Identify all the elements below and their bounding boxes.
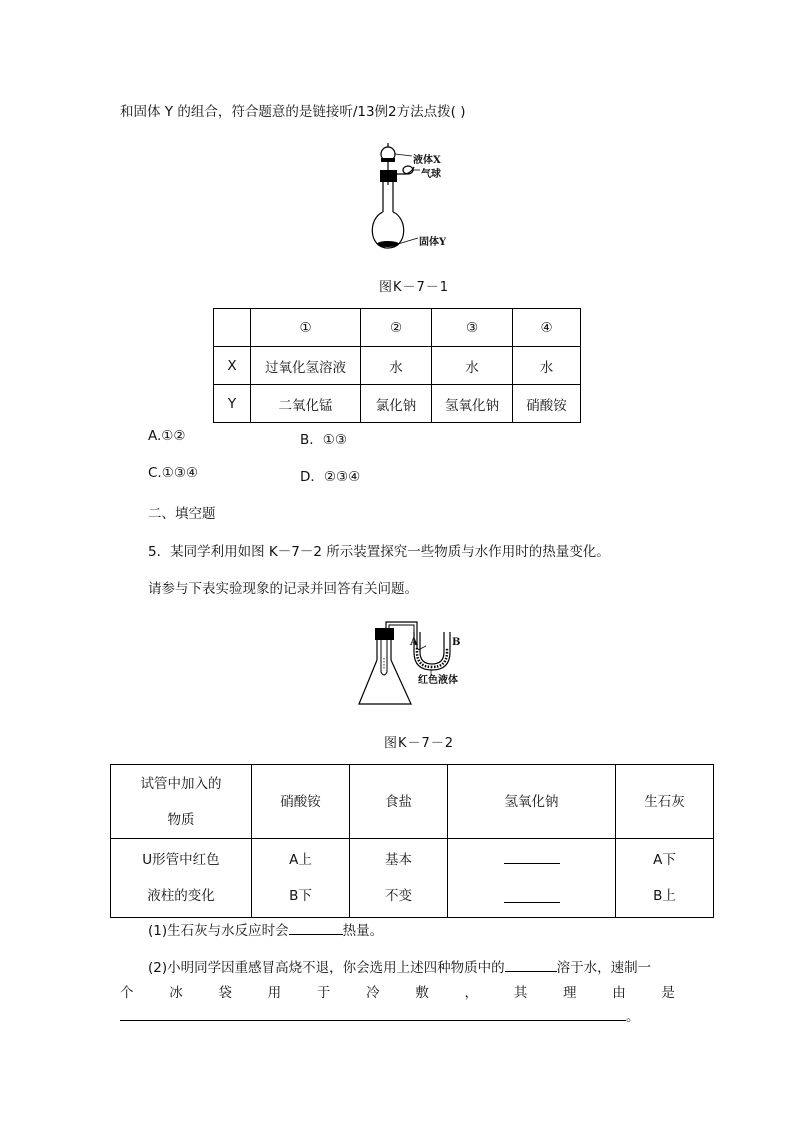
- char: 理: [562, 985, 577, 1001]
- figure1-caption: 图K－7－1: [379, 280, 450, 295]
- char: 用: [267, 985, 282, 1001]
- char: ，: [464, 985, 479, 1001]
- char: 是: [661, 985, 675, 1001]
- option-b: B．①③: [300, 432, 347, 448]
- answer-blank[interactable]: [289, 934, 343, 935]
- table2-header-line: 物质: [167, 811, 195, 828]
- answer-blank[interactable]: [448, 839, 615, 878]
- table2-col-header: 食盐: [350, 765, 448, 839]
- table1-cell: Y: [214, 385, 251, 423]
- table-row: [214, 347, 581, 385]
- section-title: 二、填空题: [148, 506, 216, 522]
- subquestion-2-justified-line: [120, 981, 675, 1001]
- table2-header-line: 试管中加入的: [140, 775, 222, 792]
- table2-row-label-line: U形管中红色: [142, 852, 220, 868]
- subquestion-2-answer-line: [120, 1005, 640, 1025]
- char: 个: [120, 985, 134, 1001]
- table1-cell: 氢氧化钠: [432, 385, 513, 423]
- table1-header-cell: ④: [513, 309, 581, 347]
- intro-line: 和固体 Y 的组合，符合题意的是链接听/13例2方法点拨( ): [120, 104, 466, 120]
- table1-cell: 水: [513, 347, 581, 385]
- question5-line2: 请参与下表实验现象的记录并回答有关问题。: [148, 581, 418, 597]
- char: 于: [316, 985, 331, 1001]
- option-a: A.①②: [148, 428, 186, 444]
- subquestion-1: [148, 919, 383, 939]
- cell-line: B下: [289, 888, 312, 904]
- answer-blank[interactable]: [448, 878, 615, 917]
- option-c: C.①③④: [148, 465, 199, 481]
- table1-cell: 过氧化氢溶液: [251, 347, 361, 385]
- char: 冰: [169, 985, 183, 1001]
- table1-header-cell: ③: [432, 309, 513, 347]
- table2-cell-blanks: [448, 839, 616, 918]
- table1-cell: 水: [432, 347, 513, 385]
- table2-col-header: 生石灰: [616, 765, 714, 839]
- char: 由: [612, 985, 626, 1001]
- label-b: B: [452, 637, 461, 648]
- figure-u-tube-apparatus: [355, 618, 480, 710]
- table2-header-label: [111, 765, 252, 839]
- char: 冷: [366, 985, 380, 1001]
- table2-cell: [252, 839, 350, 918]
- table2-cell: [616, 839, 714, 918]
- table1-cell: 硝酸铵: [513, 385, 581, 423]
- table2-col-header: 硝酸铵: [252, 765, 350, 839]
- cell-line: 基本: [385, 852, 412, 868]
- cell-line: 不变: [385, 888, 412, 904]
- table-row: [111, 839, 714, 918]
- figure2-caption: 图K－7－2: [384, 736, 455, 751]
- label-liquid-x: 液体X: [413, 155, 441, 166]
- char: 敷: [415, 985, 429, 1001]
- table1-cell: X: [214, 347, 251, 385]
- char: 袋: [218, 985, 232, 1001]
- table1-cell: 二氧化锰: [251, 385, 361, 423]
- answer-blank[interactable]: [505, 971, 557, 972]
- answer-blank[interactable]: [120, 1020, 626, 1021]
- reagent-combination-table: [213, 308, 581, 423]
- table1-cell: 氯化钠: [361, 385, 432, 423]
- cell-line: B上: [653, 888, 676, 904]
- cell-line: A上: [289, 852, 312, 868]
- table1-cell: 水: [361, 347, 432, 385]
- sub2-text-end: 溶于水，速制一: [556, 960, 652, 976]
- table2-row-label-line: 液柱的变化: [147, 888, 215, 904]
- table2-col-header: 氢氧化钠: [448, 765, 616, 839]
- question5-line1: 5．某同学利用如图 K－7－2 所示装置探究一些物质与水作用时的热量变化。: [148, 544, 610, 560]
- char: 其: [513, 985, 528, 1001]
- subquestion-2: [148, 956, 651, 976]
- label-a: A: [410, 637, 418, 648]
- table2-cell: [350, 839, 448, 918]
- sub2-text: (2)小明同学因重感冒高烧不退，你会选用上述四种物质中的: [148, 960, 505, 976]
- option-d: D．②③④: [300, 469, 361, 485]
- label-red-liquid: 红色液体: [418, 675, 458, 686]
- table1-header-cell: ①: [251, 309, 361, 347]
- heat-change-table: [110, 764, 714, 918]
- table1-header-cell: [214, 309, 251, 347]
- cell-line: A下: [653, 852, 676, 868]
- label-solid-y: 固体Y: [419, 237, 447, 248]
- table-row: [214, 385, 581, 423]
- period: 。: [626, 1009, 640, 1025]
- table2-row-label: [111, 839, 252, 918]
- sub1-text-end: 热量。: [342, 923, 384, 939]
- sub1-text: (1)生石灰与水反应时会: [148, 923, 289, 939]
- label-balloon: 气球: [421, 169, 441, 180]
- table1-header-cell: ②: [361, 309, 432, 347]
